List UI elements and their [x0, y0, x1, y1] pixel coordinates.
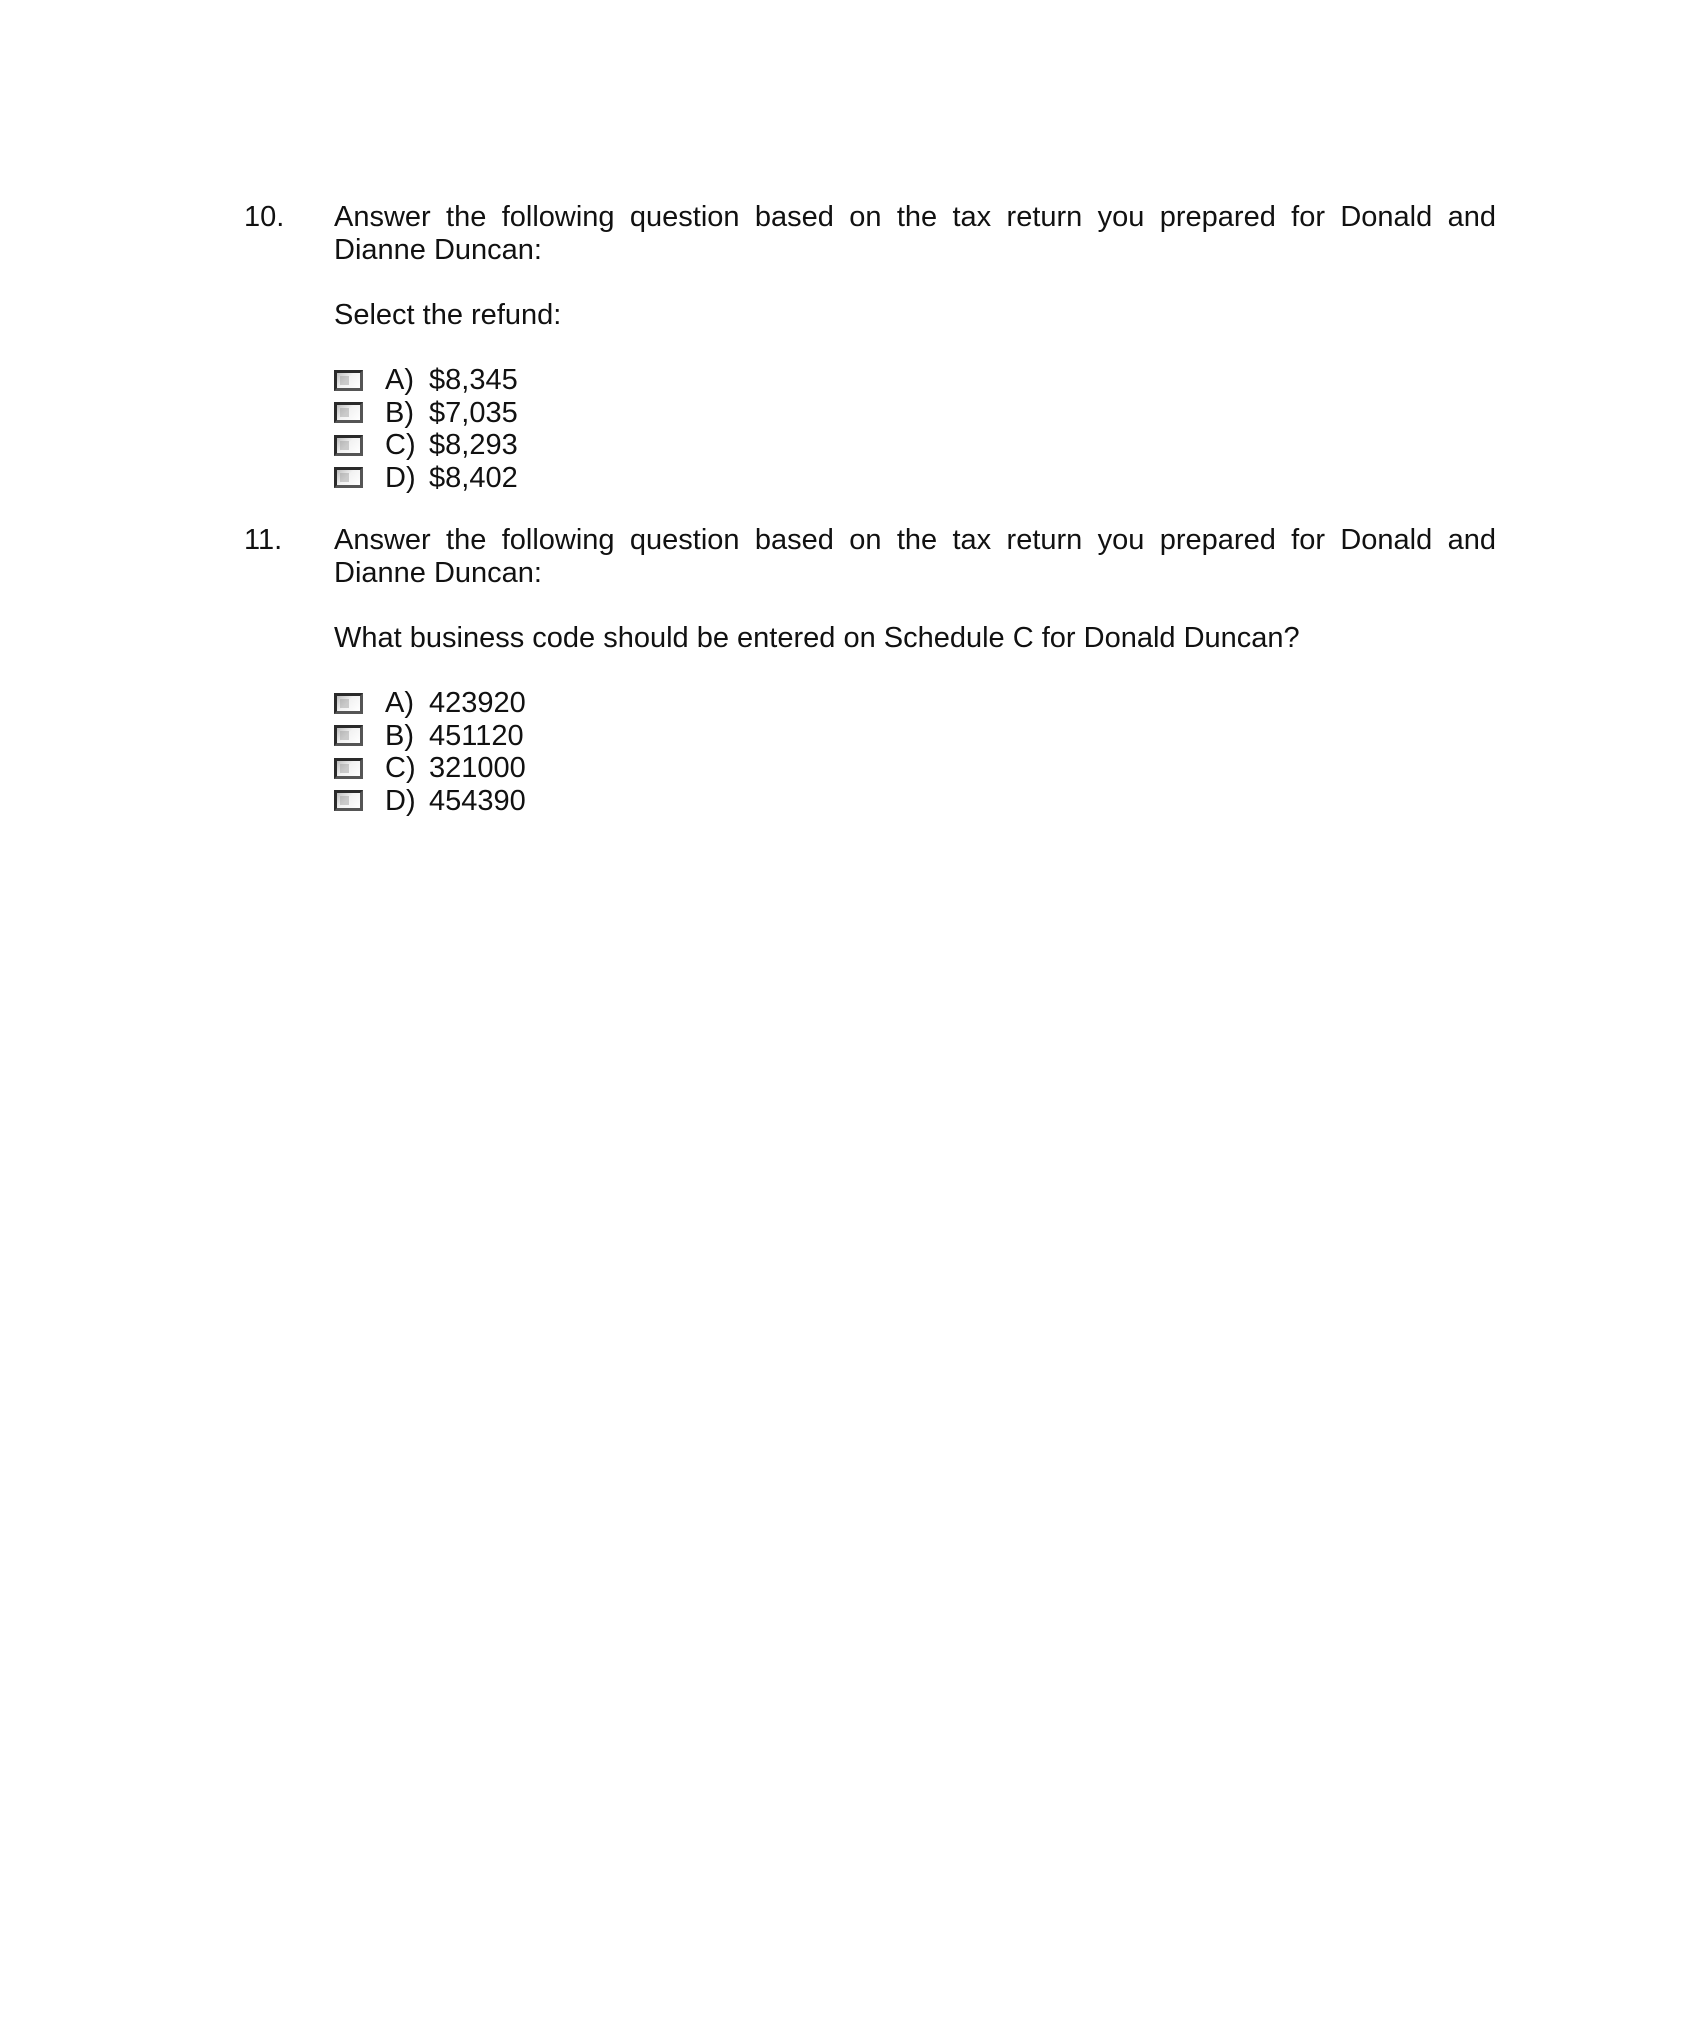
- option-letter: D): [385, 784, 416, 817]
- question-text: Answer the following question based on the tax return you prepared for Donald and Dianne Duncan:: [334, 524, 1496, 589]
- question-text: Answer the following question based on the tax return you prepared for Donald and Dianne Duncan:: [334, 201, 1496, 266]
- option-letter: A): [385, 687, 414, 720]
- option-value: $7,035: [429, 396, 518, 429]
- option-d[interactable]: [334, 785, 1496, 818]
- question-prompt: Select the refund:: [334, 299, 562, 331]
- option-letter: B): [385, 396, 414, 429]
- option-c[interactable]: [334, 429, 1496, 462]
- question-number: 11.: [244, 524, 283, 556]
- option-d[interactable]: [334, 462, 1496, 495]
- question-body: [334, 201, 1496, 494]
- option-a[interactable]: [334, 687, 1496, 720]
- option-b[interactable]: [334, 720, 1496, 753]
- option-a[interactable]: [334, 364, 1496, 397]
- question-body: [334, 524, 1496, 817]
- option-value: $8,293: [429, 429, 518, 462]
- option-b[interactable]: [334, 397, 1496, 430]
- checkbox-icon[interactable]: [334, 790, 363, 811]
- option-value: 321000: [429, 752, 526, 785]
- checkbox-icon[interactable]: [334, 758, 363, 779]
- option-letter: D): [385, 461, 416, 494]
- checkbox-icon[interactable]: [334, 370, 363, 391]
- checkbox-icon[interactable]: [334, 467, 363, 488]
- option-letter: C): [385, 429, 416, 462]
- option-value: 423920: [429, 687, 526, 720]
- answer-options: [334, 364, 1496, 494]
- answer-options: [334, 687, 1496, 817]
- option-letter: A): [385, 364, 414, 397]
- checkbox-icon[interactable]: [334, 435, 363, 456]
- option-value: 454390: [429, 784, 526, 817]
- option-c[interactable]: [334, 752, 1496, 785]
- question-number: 10.: [244, 201, 285, 233]
- option-letter: C): [385, 752, 416, 785]
- question-prompt: What business code should be entered on Schedule C for Donald Duncan?: [334, 622, 1300, 654]
- checkbox-icon[interactable]: [334, 693, 363, 714]
- option-value: $8,345: [429, 364, 518, 397]
- option-value: 451120: [429, 719, 524, 752]
- option-letter: B): [385, 719, 414, 752]
- checkbox-icon[interactable]: [334, 725, 363, 746]
- checkbox-icon[interactable]: [334, 402, 363, 423]
- option-value: $8,402: [429, 461, 518, 494]
